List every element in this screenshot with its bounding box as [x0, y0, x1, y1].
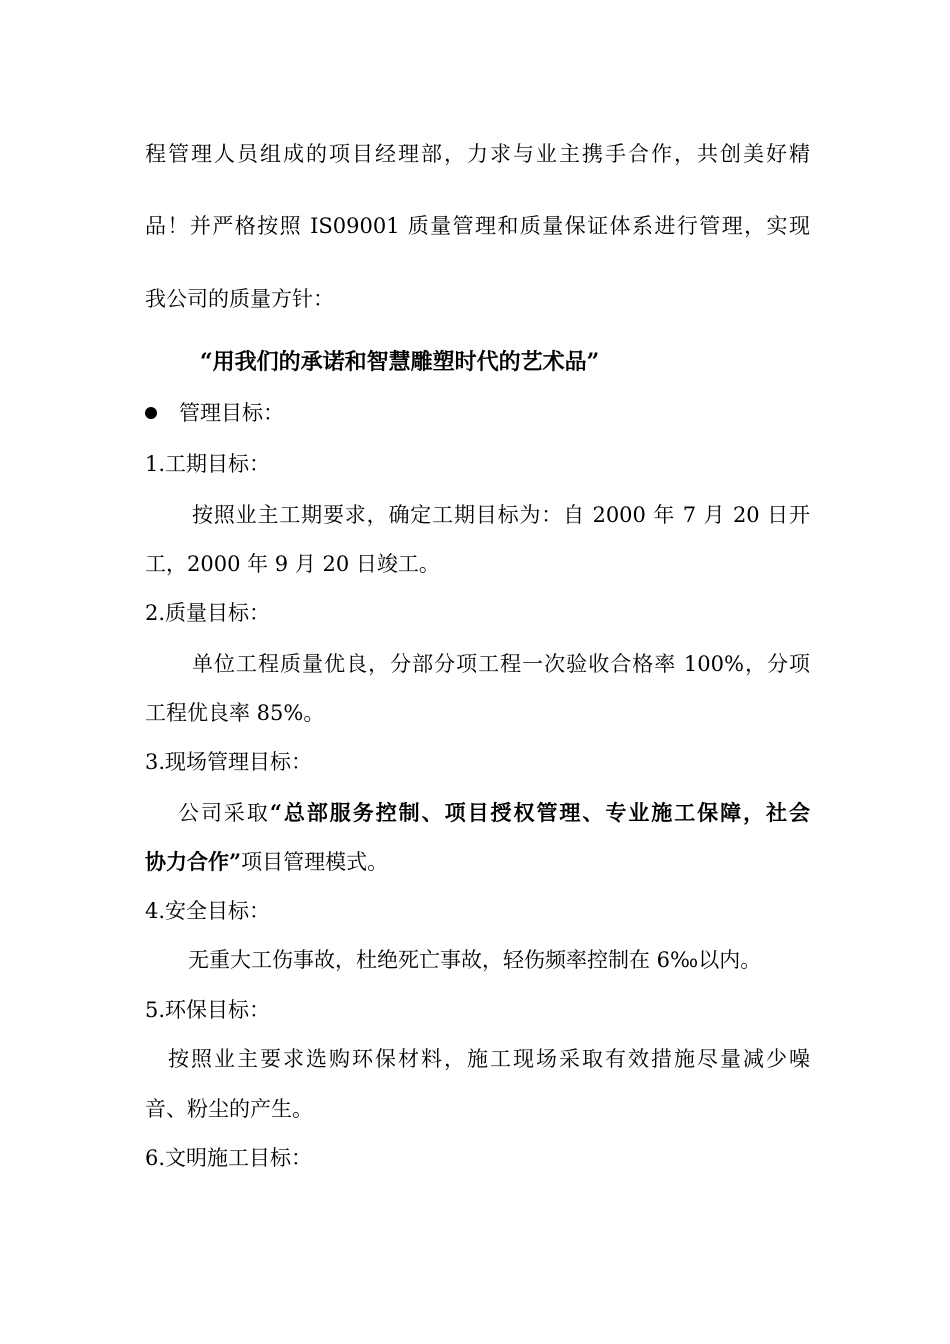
quality-motto: “用我们的承诺和智慧雕塑时代的艺术品” — [200, 349, 600, 375]
site-goal-suffix: 项目管理模式。 — [241, 850, 389, 874]
intro-line-3: 我公司的质量方针： — [145, 287, 334, 311]
civilized-goal-heading: 6.文明施工目标： — [145, 1146, 313, 1170]
site-goal-line-2 — [145, 847, 810, 877]
quality-goal-heading: 2.质量目标： — [145, 601, 271, 625]
schedule-goal-line-1: 按照业主工期要求，确定工期目标为：自 2000 年 7 月 20 日开 — [192, 503, 810, 527]
quality-goal-line-1: 单位工程质量优良，分部分项工程一次验收合格率 100%，分项 — [192, 652, 810, 676]
schedule-goal-line-2: 工，2000 年 9 月 20 日竣工。 — [145, 552, 440, 576]
management-goals-heading-text: 管理目标： — [179, 401, 284, 425]
site-goal-heading: 3.现场管理目标： — [145, 750, 313, 774]
bullet-icon — [145, 407, 157, 419]
site-goal-model-part-1: “总部服务控制、项目授权管理、专业施工保障，社会 — [269, 800, 811, 825]
site-goal-line-1 — [178, 798, 810, 828]
intro-line-1: 程管理人员组成的项目经理部，力求与业主携手合作，共创美好精 — [145, 142, 810, 166]
quality-goal-line-2: 工程优良率 85%。 — [145, 701, 325, 725]
site-goal-prefix: 公司采取 — [178, 801, 270, 825]
environment-goal-line-2: 音、粉尘的产生。 — [145, 1097, 313, 1121]
environment-goal-line-1: 按照业主要求选购环保材料，施工现场采取有效措施尽量减少噪 — [168, 1047, 810, 1071]
schedule-goal-heading: 1.工期目标： — [145, 452, 271, 476]
environment-goal-heading: 5.环保目标： — [145, 998, 271, 1022]
safety-goal-line-1: 无重大工伤事故，杜绝死亡事故，轻伤频率控制在 6‰以内。 — [188, 948, 762, 972]
site-goal-model-part-2: 协力合作” — [145, 849, 242, 874]
safety-goal-heading: 4.安全目标： — [145, 899, 271, 923]
intro-line-2: 品！并严格按照 IS09001 质量管理和质量保证体系进行管理，实现 — [145, 214, 810, 238]
management-goals-heading — [145, 398, 810, 428]
